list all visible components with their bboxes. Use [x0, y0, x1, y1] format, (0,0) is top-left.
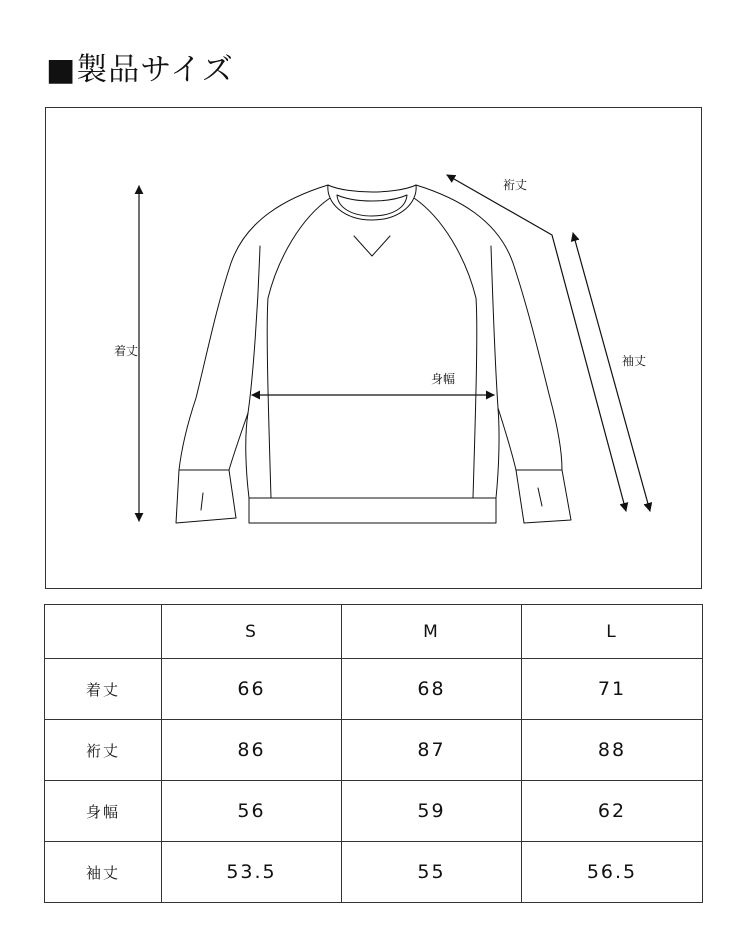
- value-cell: 68: [342, 659, 522, 720]
- row-label: 裄丈: [45, 720, 162, 781]
- sleeve-label: 袖丈: [622, 354, 647, 368]
- collar-inner: [337, 195, 407, 216]
- size-table: [44, 604, 703, 903]
- yuki-label: 裄丈: [503, 178, 528, 192]
- value-cell: 53.5: [162, 842, 342, 903]
- row-label: 袖丈: [45, 842, 162, 903]
- raglan-left: [267, 198, 330, 498]
- size-header-s: S: [162, 605, 342, 659]
- value-cell: 62: [522, 781, 703, 842]
- hem-band: [249, 498, 496, 523]
- sleeve-arrow: [573, 233, 650, 511]
- size-diagram: [45, 107, 702, 589]
- value-cell: 55: [342, 842, 522, 903]
- row-label: 着丈: [45, 659, 162, 720]
- left-cuff: [176, 470, 236, 523]
- corner-cell: [45, 605, 162, 659]
- raglan-right: [414, 198, 477, 498]
- value-cell: 88: [522, 720, 703, 781]
- value-cell: 86: [162, 720, 342, 781]
- sweatshirt-illustration: [46, 108, 703, 590]
- value-cell: 56: [162, 781, 342, 842]
- size-header-l: L: [522, 605, 703, 659]
- row-label: 身幅: [45, 781, 162, 842]
- length-label: 着丈: [114, 344, 139, 358]
- page-title: ■製品サイズ: [46, 52, 234, 88]
- value-cell: 87: [342, 720, 522, 781]
- table-row: [45, 720, 703, 781]
- table-row: [45, 781, 703, 842]
- left-cuff-slit: [201, 493, 203, 510]
- right-cuff-slit: [538, 488, 542, 506]
- right-sleeve-inner: [498, 408, 516, 470]
- table-row: [45, 659, 703, 720]
- left-sleeve-outer: [179, 185, 328, 470]
- value-cell: 71: [522, 659, 703, 720]
- table-header-row: [45, 605, 703, 659]
- value-cell: 59: [342, 781, 522, 842]
- right-cuff: [516, 470, 571, 523]
- collar-outer: [328, 185, 416, 220]
- value-cell: 66: [162, 659, 342, 720]
- left-sleeve-inner: [229, 413, 248, 470]
- width-label: 身幅: [431, 372, 456, 386]
- value-cell: 56.5: [522, 842, 703, 903]
- body-left-side: [246, 246, 260, 498]
- collar-v: [354, 236, 390, 256]
- body-right-side: [491, 246, 499, 498]
- size-header-m: M: [342, 605, 522, 659]
- table-row: [45, 842, 703, 903]
